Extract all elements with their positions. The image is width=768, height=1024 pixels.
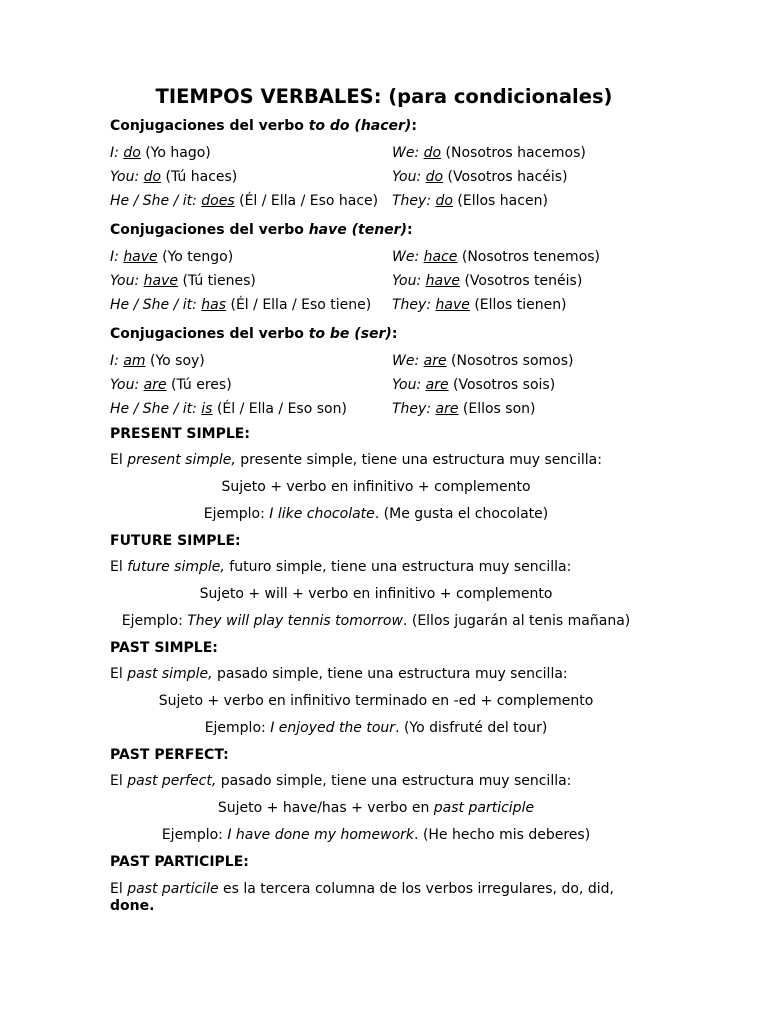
- page-title: TIEMPOS VERBALES: (para condicionales): [155, 85, 613, 108]
- formula-future-simple: Sujeto + will + verbo en infinitivo + complemento: [199, 586, 553, 602]
- conj-cell: You: have (Vosotros tenéis): [392, 273, 583, 289]
- conj-cell: We: do (Nosotros hacemos): [392, 145, 586, 161]
- intro-past-perfect: El past perfect, pasado simple, tiene una estructura muy sencilla:: [110, 773, 572, 789]
- intro-past-simple: El past simple, pasado simple, tiene una estructura muy sencilla:: [110, 666, 568, 682]
- formula-past-simple: Sujeto + verbo en infinitivo terminado en -ed + complemento: [158, 693, 594, 709]
- section-header-have: Conjugaciones del verbo have (tener):: [110, 222, 413, 238]
- conj-cell: They: have (Ellos tienen): [392, 297, 567, 313]
- document-page: [110, 86, 642, 915]
- example-future-simple: Ejemplo: They will play tennis tomorrow. (Ellos jugarán al tenis mañana): [121, 613, 631, 629]
- heading-present-simple: PRESENT SIMPLE:: [110, 426, 250, 442]
- section-header-be: Conjugaciones del verbo to be (ser):: [110, 326, 398, 342]
- conj-cell: He / She / it: does (Él / Ella / Eso hace): [110, 193, 379, 209]
- intro-present-simple: El present simple, presente simple, tiene una estructura muy sencilla:: [110, 452, 602, 468]
- example-past-simple: Ejemplo: I enjoyed the tour. (Yo disfruté del tour): [204, 720, 548, 736]
- heading-past-participle: PAST PARTICIPLE:: [110, 854, 249, 870]
- conj-cell: You: are (Tú eres): [110, 377, 232, 393]
- formula-present-simple: Sujeto + verbo en infinitivo + complemento: [221, 479, 531, 495]
- example-past-perfect: Ejemplo: I have done my homework. (He hecho mis deberes): [161, 827, 591, 843]
- intro-future-simple: El future simple, futuro simple, tiene una estructura muy sencilla:: [110, 559, 572, 575]
- heading-past-simple: PAST SIMPLE:: [110, 640, 218, 656]
- conj-cell: They: are (Ellos son): [392, 401, 536, 417]
- conj-cell: We: hace (Nosotros tenemos): [392, 249, 601, 265]
- conj-cell: He / She / it: is (Él / Ella / Eso son): [110, 401, 347, 417]
- example-present-simple: Ejemplo: I like chocolate. (Me gusta el chocolate): [203, 506, 549, 522]
- conj-cell: I: am (Yo soy): [110, 353, 205, 369]
- conj-cell: I: have (Yo tengo): [110, 249, 234, 265]
- conj-cell: They: do (Ellos hacen): [392, 193, 548, 209]
- heading-future-simple: FUTURE SIMPLE:: [110, 533, 241, 549]
- conjugation-table-do: [110, 145, 642, 210]
- conj-cell: We: are (Nosotros somos): [392, 353, 574, 369]
- conj-cell: You: do (Vosotros hacéis): [392, 169, 568, 185]
- conjugation-table-have: [110, 249, 642, 314]
- conj-cell: I: do (Yo hago): [110, 145, 211, 161]
- conj-cell: You: have (Tú tienes): [110, 273, 256, 289]
- conj-cell: He / She / it: has (Él / Ella / Eso tiene): [110, 297, 372, 313]
- conj-cell: You: do (Tú haces): [110, 169, 238, 185]
- section-header-do: Conjugaciones del verbo to do (hacer):: [110, 118, 417, 134]
- heading-past-perfect: PAST PERFECT:: [110, 747, 229, 763]
- text-past-participle: El past particile es la tercera columna de los verbos irregulares, do, did, done.: [110, 881, 614, 914]
- formula-past-perfect: Sujeto + have/has + verbo en past participle: [217, 800, 535, 816]
- conj-cell: You: are (Vosotros sois): [392, 377, 556, 393]
- conjugation-table-be: [110, 353, 642, 418]
